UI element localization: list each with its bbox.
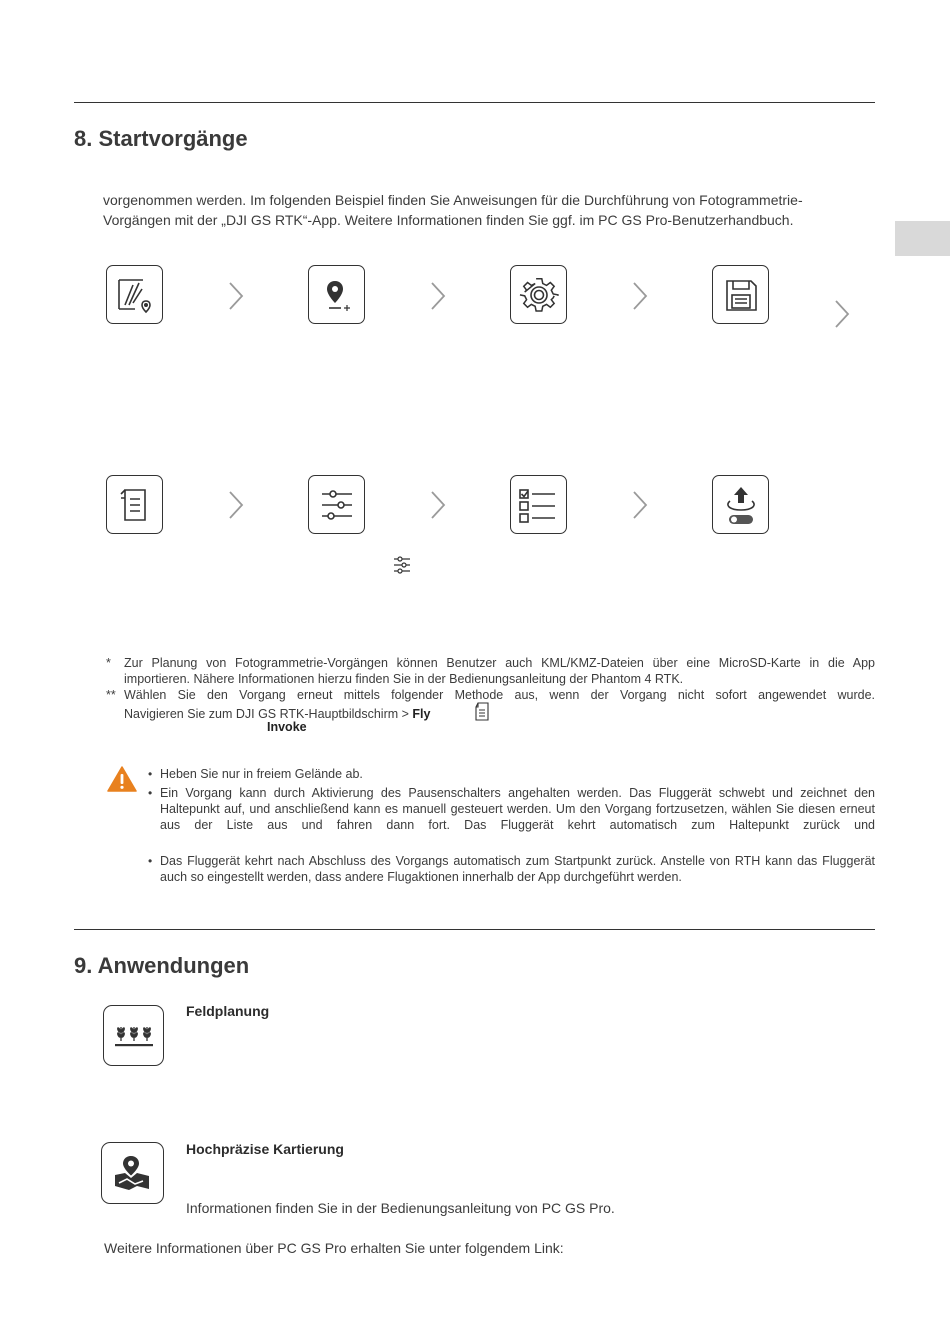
section-9-heading: 9. Anwendungen	[74, 953, 250, 978]
chevron-right-icon	[834, 299, 850, 329]
footnote-2-mark: **	[106, 688, 116, 702]
bullet: •	[148, 786, 153, 800]
section-9-divider	[74, 929, 875, 930]
top-divider	[74, 102, 875, 103]
checklist-icon	[510, 475, 567, 534]
wheat-icon	[116, 1026, 151, 1040]
footnote-1	[106, 655, 875, 687]
section-8-intro	[103, 190, 875, 230]
fly-label: Fly	[412, 707, 431, 721]
chevron-right-icon	[430, 281, 446, 311]
footnote-2	[106, 687, 875, 722]
chevron-right-icon	[430, 490, 446, 520]
chapter-tab	[895, 221, 950, 256]
warning-text-3: Das Fluggerät kehrt nach Abschluss des Vorgangs automatisch zum Startpunkt zurück. Anstelle von RTH kann das Fluggerät auch so eingestellt werden, dass andere Flugaktionen innerhalb der App durchgeführt werden.	[160, 854, 875, 884]
sliders-icon	[393, 556, 411, 574]
warning-item-1	[148, 766, 875, 782]
footnote-1-text: Zur Planung von Fotogrammetrie-Vorgängen können Benutzer auch KML/KMZ-Dateien über eine MicroSD-Karte in die App importieren. Nähere Informationen hierzu finden Sie in der Bedienungsanleitung der Phantom 4 RTK.	[124, 656, 875, 686]
location-pin-add-icon	[308, 265, 365, 324]
footnote-1-mark: *	[106, 656, 111, 670]
app-1-title: Feldplanung	[186, 1003, 270, 1019]
chevron-right-icon	[228, 490, 244, 520]
section-8-heading: 8. Startvorgänge	[74, 126, 248, 151]
document-icon	[106, 475, 163, 534]
more-info-text: Weitere Informationen über PC GS Pro erhalten Sie unter folgendem Link:	[104, 1240, 564, 1256]
chevron-right-icon	[632, 281, 648, 311]
footnote-2-line-2	[124, 706, 875, 722]
app-2-text: Informationen finden Sie in der Bedienungsanleitung von PC GS Pro.	[186, 1200, 615, 1216]
invoke-label: Invoke	[267, 720, 307, 734]
warning-text-2: Ein Vorgang kann durch Aktivierung des Pausenschalters angehalten werden. Das Fluggerät schwebt und zeichnet den Haltepunkt auf, und anschließend kann es manuell gesteuert werden. Um den Vorgang fortzusetzen, wählen Sie diesen erneut aus der Liste aus und fahren dann fort. Das Fluggerät kehrt automatisch zum Haltepunkt zurück und	[160, 786, 875, 832]
bullet: •	[148, 767, 153, 781]
map-location-icon	[101, 1142, 164, 1204]
warning-item-3	[148, 853, 875, 885]
document-icon	[474, 702, 490, 721]
app-2-title: Hochpräzise Kartierung	[186, 1141, 344, 1157]
chevron-right-icon	[228, 281, 244, 311]
upload-icon	[712, 475, 769, 534]
gear-icon	[510, 265, 567, 324]
warning-item-2	[148, 785, 875, 833]
save-icon	[712, 265, 769, 324]
bullet: •	[148, 854, 153, 868]
warning-text-1: Heben Sie nur in freiem Gelände ab.	[160, 767, 363, 781]
warning-icon	[107, 766, 137, 792]
sliders-icon	[308, 475, 365, 534]
intro-line-1: vorgenommen werden. Im folgenden Beispiel finden Sie Anweisungen für die Durchführung von Fotogrammetrie-	[103, 192, 803, 208]
footnote-2-line-1: Wählen Sie den Vorgang erneut mittels folgender Methode aus, wenn der Vorgang nicht sofort angewendet wurde.	[124, 688, 875, 702]
chevron-right-icon	[632, 490, 648, 520]
intro-line-2: Vorgängen mit der „DJI GS RTK“-App. Weitere Informationen finden Sie ggf. im PC GS Pro-Benutzerhandbuch.	[103, 212, 794, 228]
field-crop-icon	[103, 1005, 164, 1066]
footnote-2-prefix: Navigieren Sie zum DJI GS RTK-Hauptbildschirm >	[124, 707, 413, 721]
photogrammetry-plan-icon	[106, 265, 163, 324]
